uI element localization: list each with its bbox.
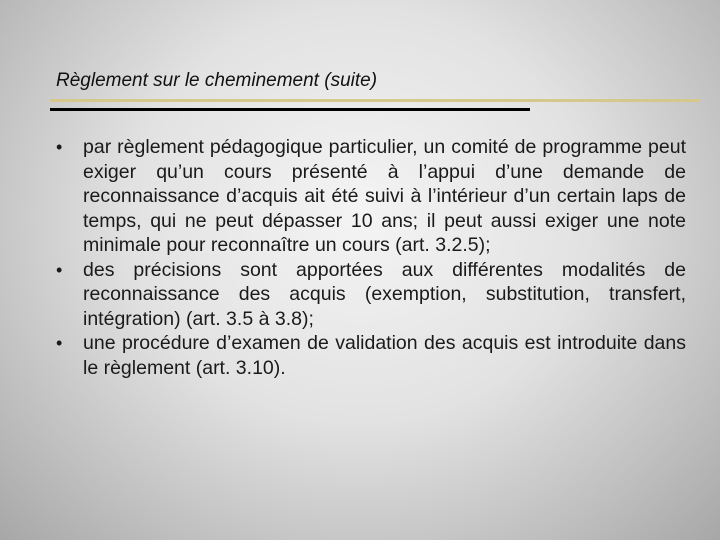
slide-title: Règlement sur le cheminement (suite): [56, 70, 378, 91]
bullet-dot-icon: •: [56, 259, 63, 280]
bullet-dot-icon: •: [56, 333, 63, 353]
bullet-list: [56, 135, 686, 380]
bullet-item: [56, 135, 686, 258]
bullet-text: des précisions sont apportées aux différentes modalités de reconnaissance des acquis (exemption, substitution, transfert, intégration) (art. 3.5 à 3.8);: [83, 258, 686, 330]
title-underline-gold: [50, 99, 700, 102]
bullet-dot-icon: •: [56, 137, 63, 157]
bullet-text: par règlement pédagogique particulier, un comité de programme peut exiger qu’un cours présenté à l’appui d’une demande de reconnaissance d’acquis ait été suivi à l’intérieur d’un certain laps de temps, qui ne peut dépasser 10 ans; il peut aussi exiger une note minimale pour reconnaître un cours (art. 3.2.5);: [83, 136, 686, 256]
bullet-text: une procédure d’examen de validation des acquis est introduite dans le règlement (art. 3.10).: [83, 332, 686, 379]
bullet-item: [56, 258, 686, 332]
bullet-item: [56, 331, 686, 380]
title-underline-black: [50, 108, 530, 111]
